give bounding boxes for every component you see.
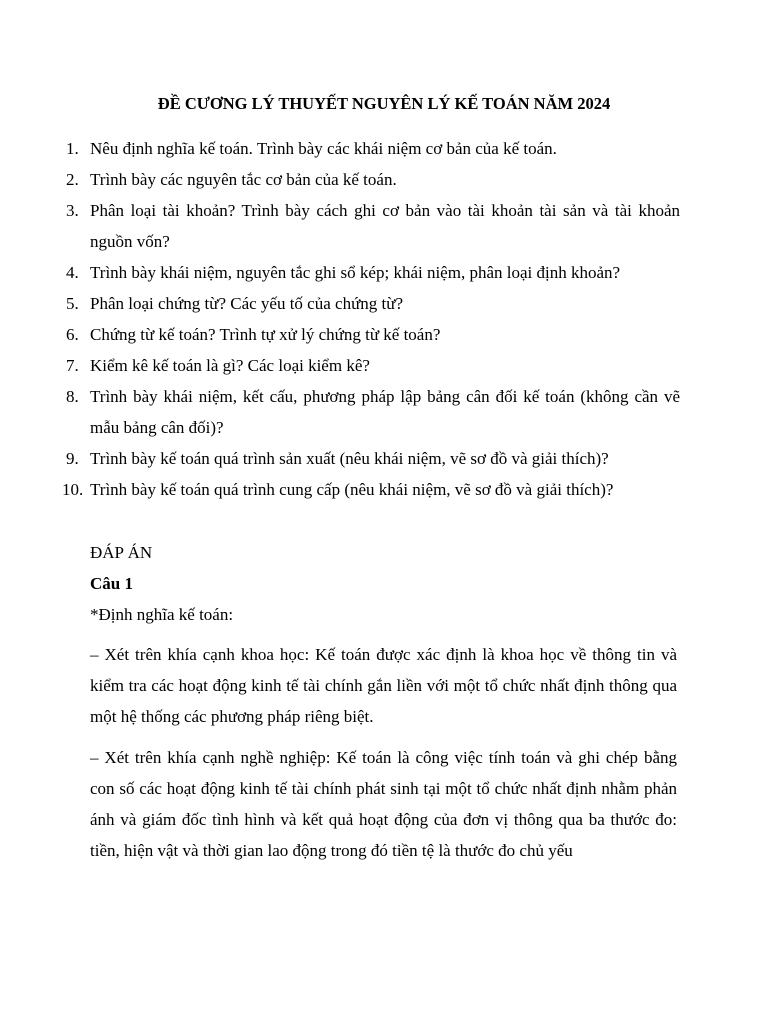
question-number: 5. [66,294,79,313]
question-item [62,381,680,443]
question-item [62,133,680,164]
question-item [62,257,680,288]
definition-label: *Định nghĩa kế toán: [90,605,234,624]
document-title: ĐỀ CƯƠNG LÝ THUYẾT NGUYÊN LÝ KẾ TOÁN NĂM 2024 [157,94,611,113]
question-item [62,443,680,474]
question-text: Chứng từ kế toán? Trình tự xử lý chứng từ kế toán? [90,325,441,344]
question-text: Trình bày khái niệm, nguyên tắc ghi sổ kép; khái niệm, phân loại định khoản? [90,263,621,282]
question-item [62,319,680,350]
question-text: Kiểm kê kế toán là gì? Các loại kiểm kê? [90,356,370,375]
question-number: 3. [66,201,79,220]
question-item [62,474,680,505]
question-number: 9. [66,449,79,468]
question-number: 2. [66,170,79,189]
question-number: 7. [66,356,79,375]
answer-paragraph: – Xét trên khía cạnh nghề nghiệp: Kế toán là công việc tính toán và ghi chép bằng con số các hoạt động kinh tế tài chính phát sinh tại một tổ chức nhất định nhằm phản ánh và giám đốc tình hình và kết quả hoạt động của đơn vị thông qua ba thước đo: tiền, hiện vật và thời gian lao động trong đó tiền tệ là thước đo chủ yếu [90,748,677,860]
question-number: 1. [66,139,79,158]
question-text: Nêu định nghĩa kế toán. Trình bày các khái niệm cơ bản của kế toán. [90,139,557,158]
question-number: 8. [66,387,79,406]
question-text: Trình bày các nguyên tắc cơ bản của kế toán. [90,170,397,189]
question-number: 4. [66,263,79,282]
question-text: Trình bày khái niệm, kết cấu, phương pháp lập bảng cân đối kế toán (không cần vẽ mẫu bảng cân đối)? [90,387,680,437]
question-text: Phân loại chứng từ? Các yếu tố của chứng từ? [90,294,404,313]
question-item [62,288,680,319]
question-item [62,350,680,381]
answer-paragraph: – Xét trên khía cạnh khoa học: Kế toán được xác định là khoa học về thông tin và kiểm tra các hoạt động kinh tế tài chính gắn liền với một tổ chức nhất định thông qua một hệ thống các phương pháp riêng biệt. [90,645,677,726]
question-item [62,164,680,195]
answer-heading: ĐÁP ÁN [90,543,153,562]
question-text: Phân loại tài khoản? Trình bày cách ghi cơ bản vào tài khoản tài sản và tài khoản nguồn vốn? [90,201,680,251]
answer-section [90,537,677,866]
question-number: 10. [62,480,84,499]
question-list [62,133,680,505]
question-item [62,195,680,257]
question-text: Trình bày kế toán quá trình cung cấp (nêu khái niệm, vẽ sơ đồ và giải thích)? [90,480,614,499]
question-label: Câu 1 [90,574,133,593]
question-text: Trình bày kế toán quá trình sản xuất (nêu khái niệm, vẽ sơ đồ và giải thích)? [90,449,609,468]
question-number: 6. [66,325,79,344]
